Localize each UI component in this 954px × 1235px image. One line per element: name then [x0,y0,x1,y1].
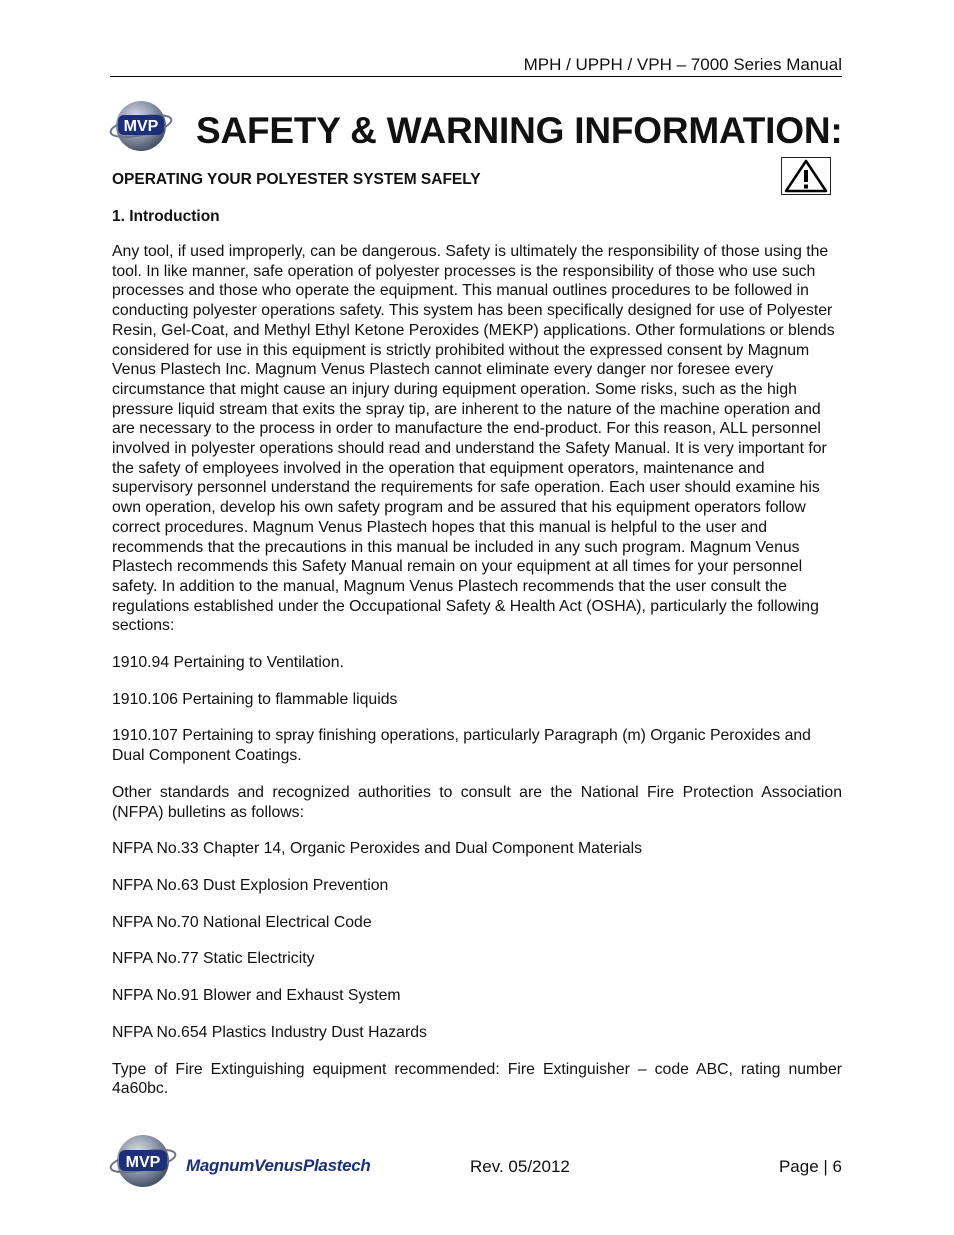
nfpa-item: NFPA No.70 National Electrical Code [112,913,372,931]
footer-mvp-logo-icon [108,1132,178,1190]
nfpa-item: NFPA No.654 Plastics Industry Dust Hazards [112,1023,427,1041]
warning-box [781,157,831,195]
nfpa-item: NFPA No.63 Dust Explosion Prevention [112,876,389,894]
extinguisher-paragraph: Type of Fire Extinguishing equipment recommended: Fire Extinguisher – code ABC, rating number 4a60bc. [112,1060,842,1098]
nfpa-item: NFPA No.77 Static Electricity [112,950,315,968]
intro-paragraph: Any tool, if used improperly, can be dangerous. Safety is ultimately the responsibility of those using the tool. In like manner, safe operation of polyester processes is the responsibility of those who use such processes and those who operate the equipment. This manual outlines procedures to be followed in conducting polyester operations safety. This system has been specifically designed for use of Polyester Resin, Gel-Coat, and Methyl Ethyl Ketone Peroxides (MEKP) applications. Other formulations or blends considered for use in this equipment is strictly prohibited without the expressed consent by Magnum Venus Plastech Inc. Magnum Venus Plastech cannot eliminate every danger nor foresee every circumstance that might cause an injury during equipment operation. Some risks, such as the high pressure liquid stream that exits the spray tip, are inherent to the nature of the machine operation and are necessary to the process in order to manufacture the end-product. For this reason, ALL personnel involved in polyester operations should read and understand the Safety Manual. It is very important for the safety of employees involved in the operation that equipment operators, maintenance and supervisory personnel understand the requirements for safe operation. Each user should examine his own operation, develop his own safety program and be assured that his equipment operators follow correct procedures. Magnum Venus Plastech hopes that this manual is helpful to the user and recommends that the precautions in this manual be included in any such program. Magnum Venus Plastech recommends this Safety Manual remain on your equipment at all times for your personnel safety. In addition to the manual, Magnum Venus Plastech recommends that the user consult the regulations established under the Occupational Safety & Health Act (OSHA), particularly the following sections: [112,243,835,635]
osha-item: 1910.94 Pertaining to Ventilation. [112,654,344,672]
nfpa-item: NFPA No.33 Chapter 14, Organic Peroxides and Dual Component Materials [112,840,643,858]
logo-text: MVP [123,118,159,135]
footer-page-number: Page | 6 [778,1157,842,1176]
header-rule [110,76,842,77]
running-header: MPH / UPPH / VPH – 7000 Series Manual [523,55,842,74]
footer-revision: Rev. 05/2012 [470,1157,570,1176]
osha-item: 1910.106 Pertaining to flammable liquids [112,690,398,708]
page-title: SAFETY & WARNING INFORMATION: [196,110,843,151]
footer-logo-text: MVP [125,1154,161,1171]
osha-item: 1910.107 Pertaining to spray finishing operations, particularly Paragraph (m) Organic Peroxides and Dual Component Coatings. [112,727,811,765]
mvp-logo-icon [108,98,174,154]
nfpa-intro-paragraph: Other standards and recognized authorities to consult are the National Fire Protection Association (NFPA) bulletins as follows: [112,783,842,821]
footer-brand: MagnumVenusPlastech [186,1156,371,1175]
nfpa-item: NFPA No.91 Blower and Exhaust System [112,987,401,1005]
body-text [112,242,842,1116]
section-heading: OPERATING YOUR POLYESTER SYSTEM SAFELY [112,171,481,188]
introduction-heading: 1. Introduction [112,208,220,225]
warning-triangle-icon [782,158,830,194]
